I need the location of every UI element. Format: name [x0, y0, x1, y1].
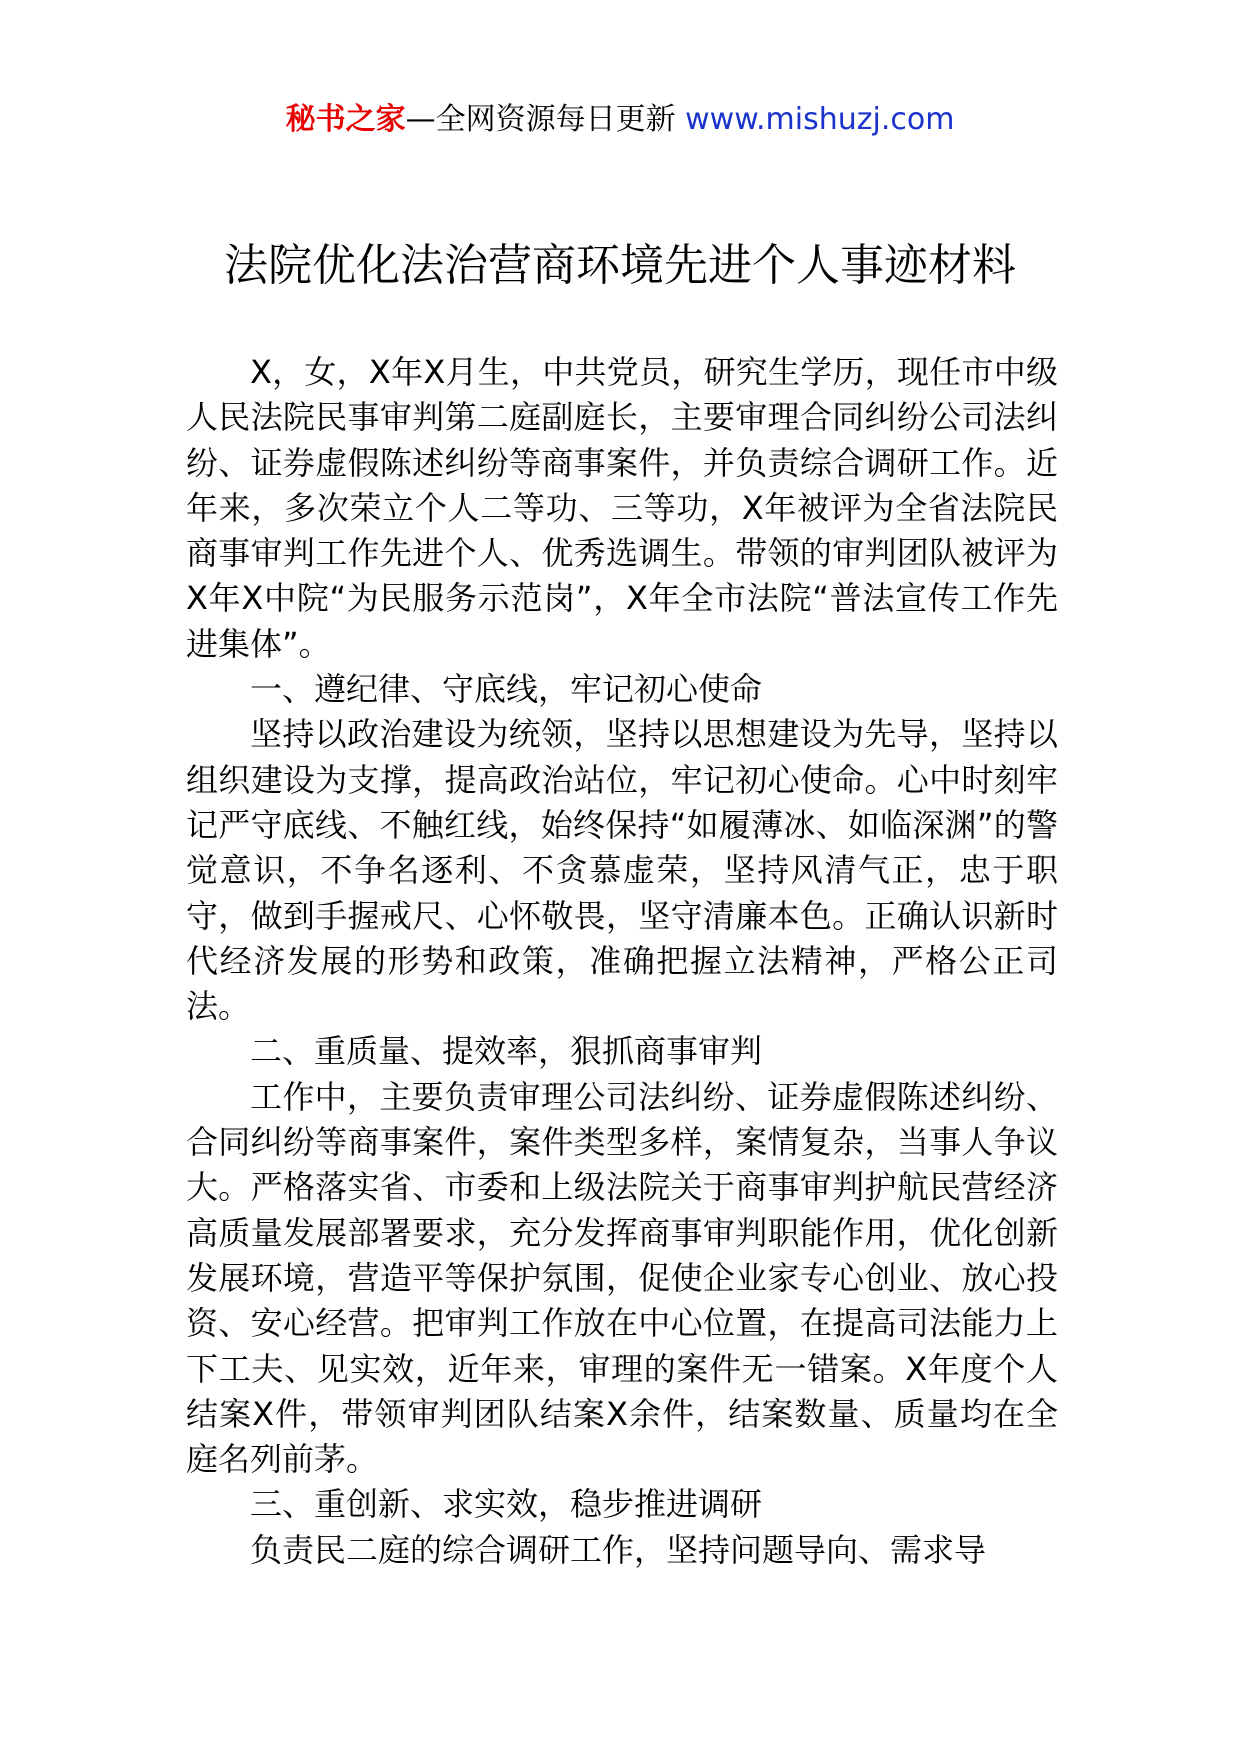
section-paragraph-3: 负责民二庭的综合调研工作，坚持问题导向、需求导 [250, 1530, 987, 1569]
section-heading-1: 一、遵纪律、守底线，牢记初心使命 [250, 670, 763, 709]
section-paragraph-2: 工作中，主要负责审理公司法纠纷、证券虚假陈述纠纷、合同纠纷等商事案件，案件类型多样，案情复杂，当事人争议大。严格落实省、市委和上级法院关于商事审判护航民营经济高质量发展部署要求，充分发挥商事审判职能作用，优化创新发展环境，营造平等保护氛围，促使企业家专心创业、放心投资、安心经营。把审判工作放在中心位置，在提高司法能力上下工夫、见实效，近年来，审理的案件无一错案。X年度个人结案X件，带领审判团队结案X余件，结案数量、质量均在全庭名列前茅。 [186, 1077, 1058, 1479]
brand-name: 秘书之家 [285, 102, 406, 137]
header-slogan: —全网资源每日更新 [405, 102, 676, 137]
section-paragraph-1: 坚持以政治建设为统领，坚持以思想建设为先导，坚持以组织建设为支撑，提高政治站位，牢记初心使命。心中时刻牢记严守底线、不触红线，始终保持“如履薄冰、如临深渊”的警觉意识，不争名逐利、不贪慕虚荣，坚持风清气正，忠于职守，做到手握戒尺、心怀敬畏，坚守清廉本色。正确认识新时代经济发展的形势和政策，准确把握立法精神，严格公正司法。 [186, 715, 1058, 1026]
section-heading-2: 二、重质量、提效率，狠抓商事审判 [250, 1032, 763, 1071]
header-banner [0, 100, 1240, 140]
intro-paragraph: X，女，X年X月生，中共党员，研究生学历，现任市中级人民法院民事审判第二庭副庭长，主要审理合同纠纷公司法纠纷、证券虚假陈述纠纷等商事案件，并负责综合调研工作。近年来，多次荣立个人二等功、三等功，X年被评为全省法院民商事审判工作先进个人、优秀选调生。带领的审判团队被评为X年X中院“为民服务示范岗”，X年全市法院“普法宣传工作先进集体”。 [186, 353, 1058, 663]
document-title: 法院优化法治营商环境先进个人事迹材料 [224, 240, 1016, 291]
document-body [186, 350, 1058, 1573]
website-url[interactable]: www.mishuzj.com [685, 102, 955, 137]
section-heading-3: 三、重创新、求实效，稳步推进调研 [250, 1485, 763, 1524]
